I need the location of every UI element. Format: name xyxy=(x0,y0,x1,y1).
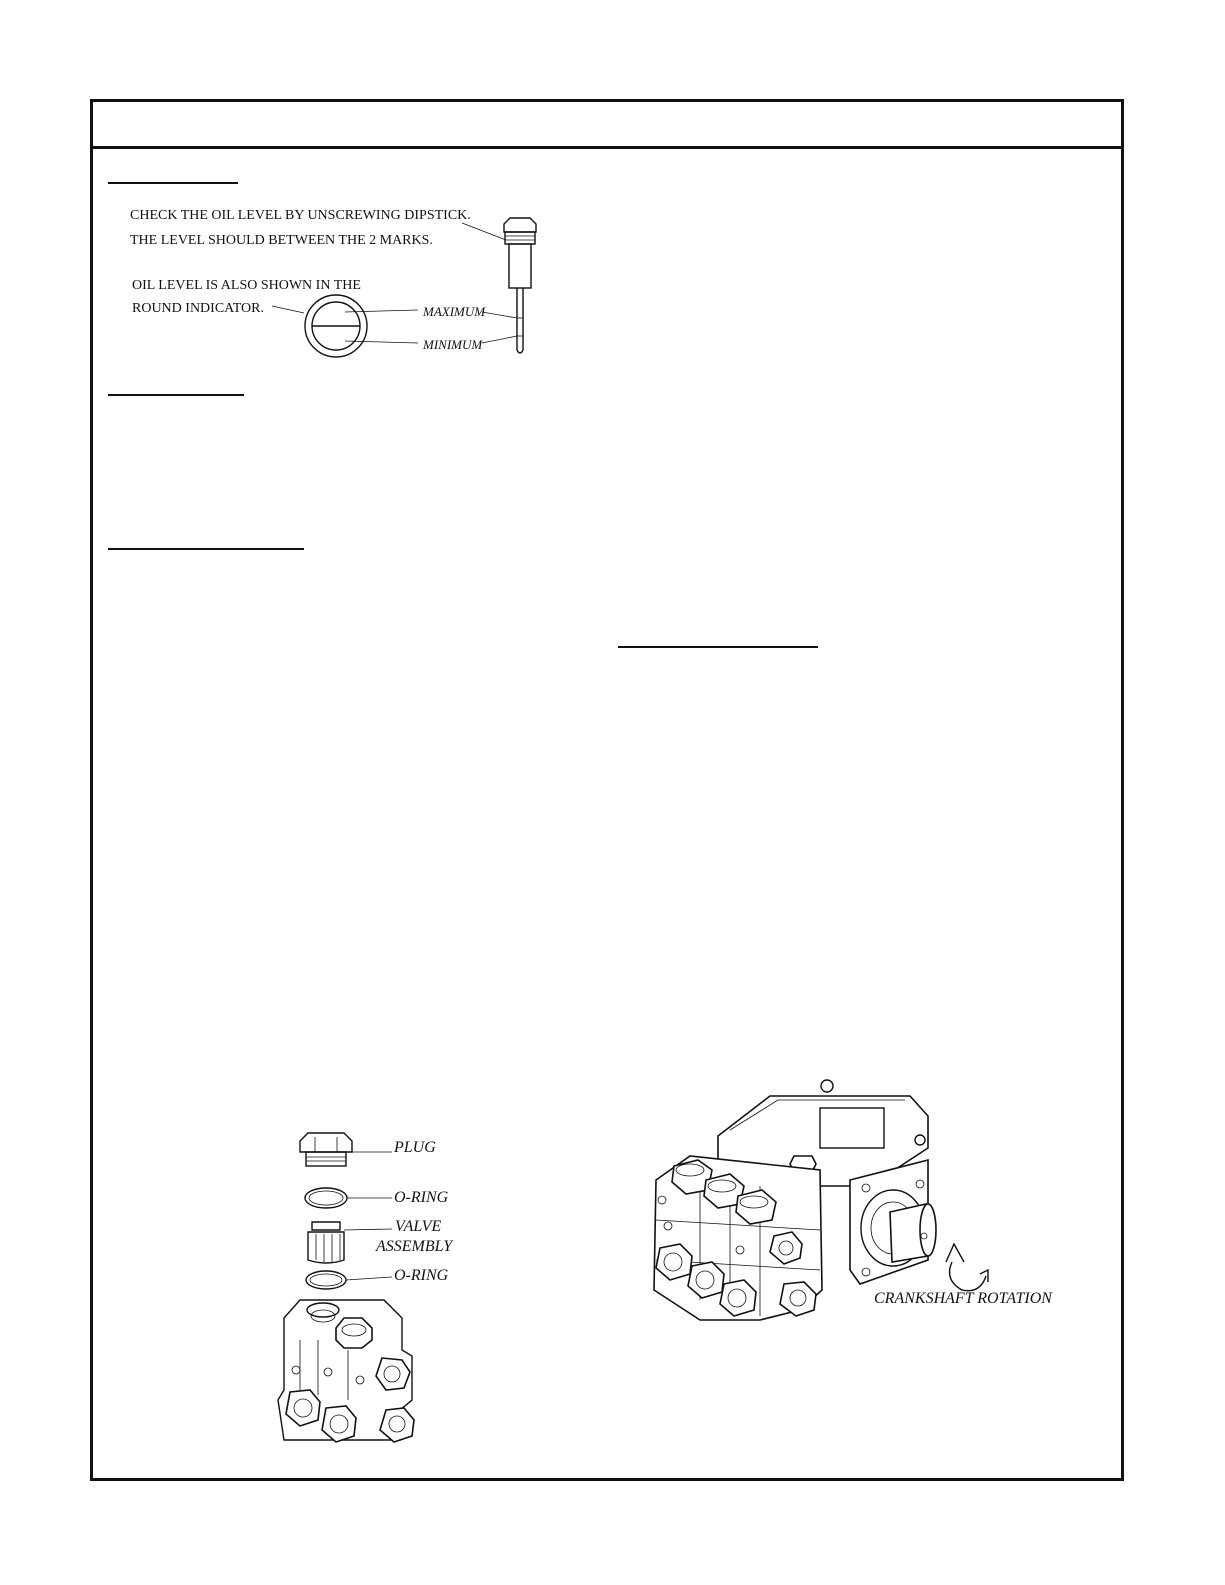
o-ring-top-label: O-RING xyxy=(394,1189,449,1206)
pump-manifold-icon xyxy=(654,1156,822,1320)
minimum-label: MINIMUM xyxy=(423,337,483,352)
valve-label-line-1: VALVE xyxy=(395,1218,442,1235)
maximum-label: MAXIMUM xyxy=(423,304,486,319)
o-ring-bottom-label: O-RING xyxy=(394,1267,449,1284)
rotation-arrow-icon xyxy=(946,1244,988,1291)
oil-check-line-1: CHECK THE OIL LEVEL BY UNSCREWING DIPSTICK. xyxy=(130,208,471,223)
oil-check-line-3: OIL LEVEL IS ALSO SHOWN IN THE xyxy=(132,278,361,293)
oil-check-line-2: THE LEVEL SHOULD BETWEEN THE 2 MARKS. xyxy=(130,233,433,248)
valve-label-line-2: ASSEMBLY xyxy=(376,1238,453,1255)
oil-check-line-4: ROUND INDICATOR. xyxy=(132,301,264,316)
crankshaft-rotation-label: CRANKSHAFT ROTATION xyxy=(874,1290,1052,1307)
plug-label: PLUG xyxy=(394,1139,436,1156)
